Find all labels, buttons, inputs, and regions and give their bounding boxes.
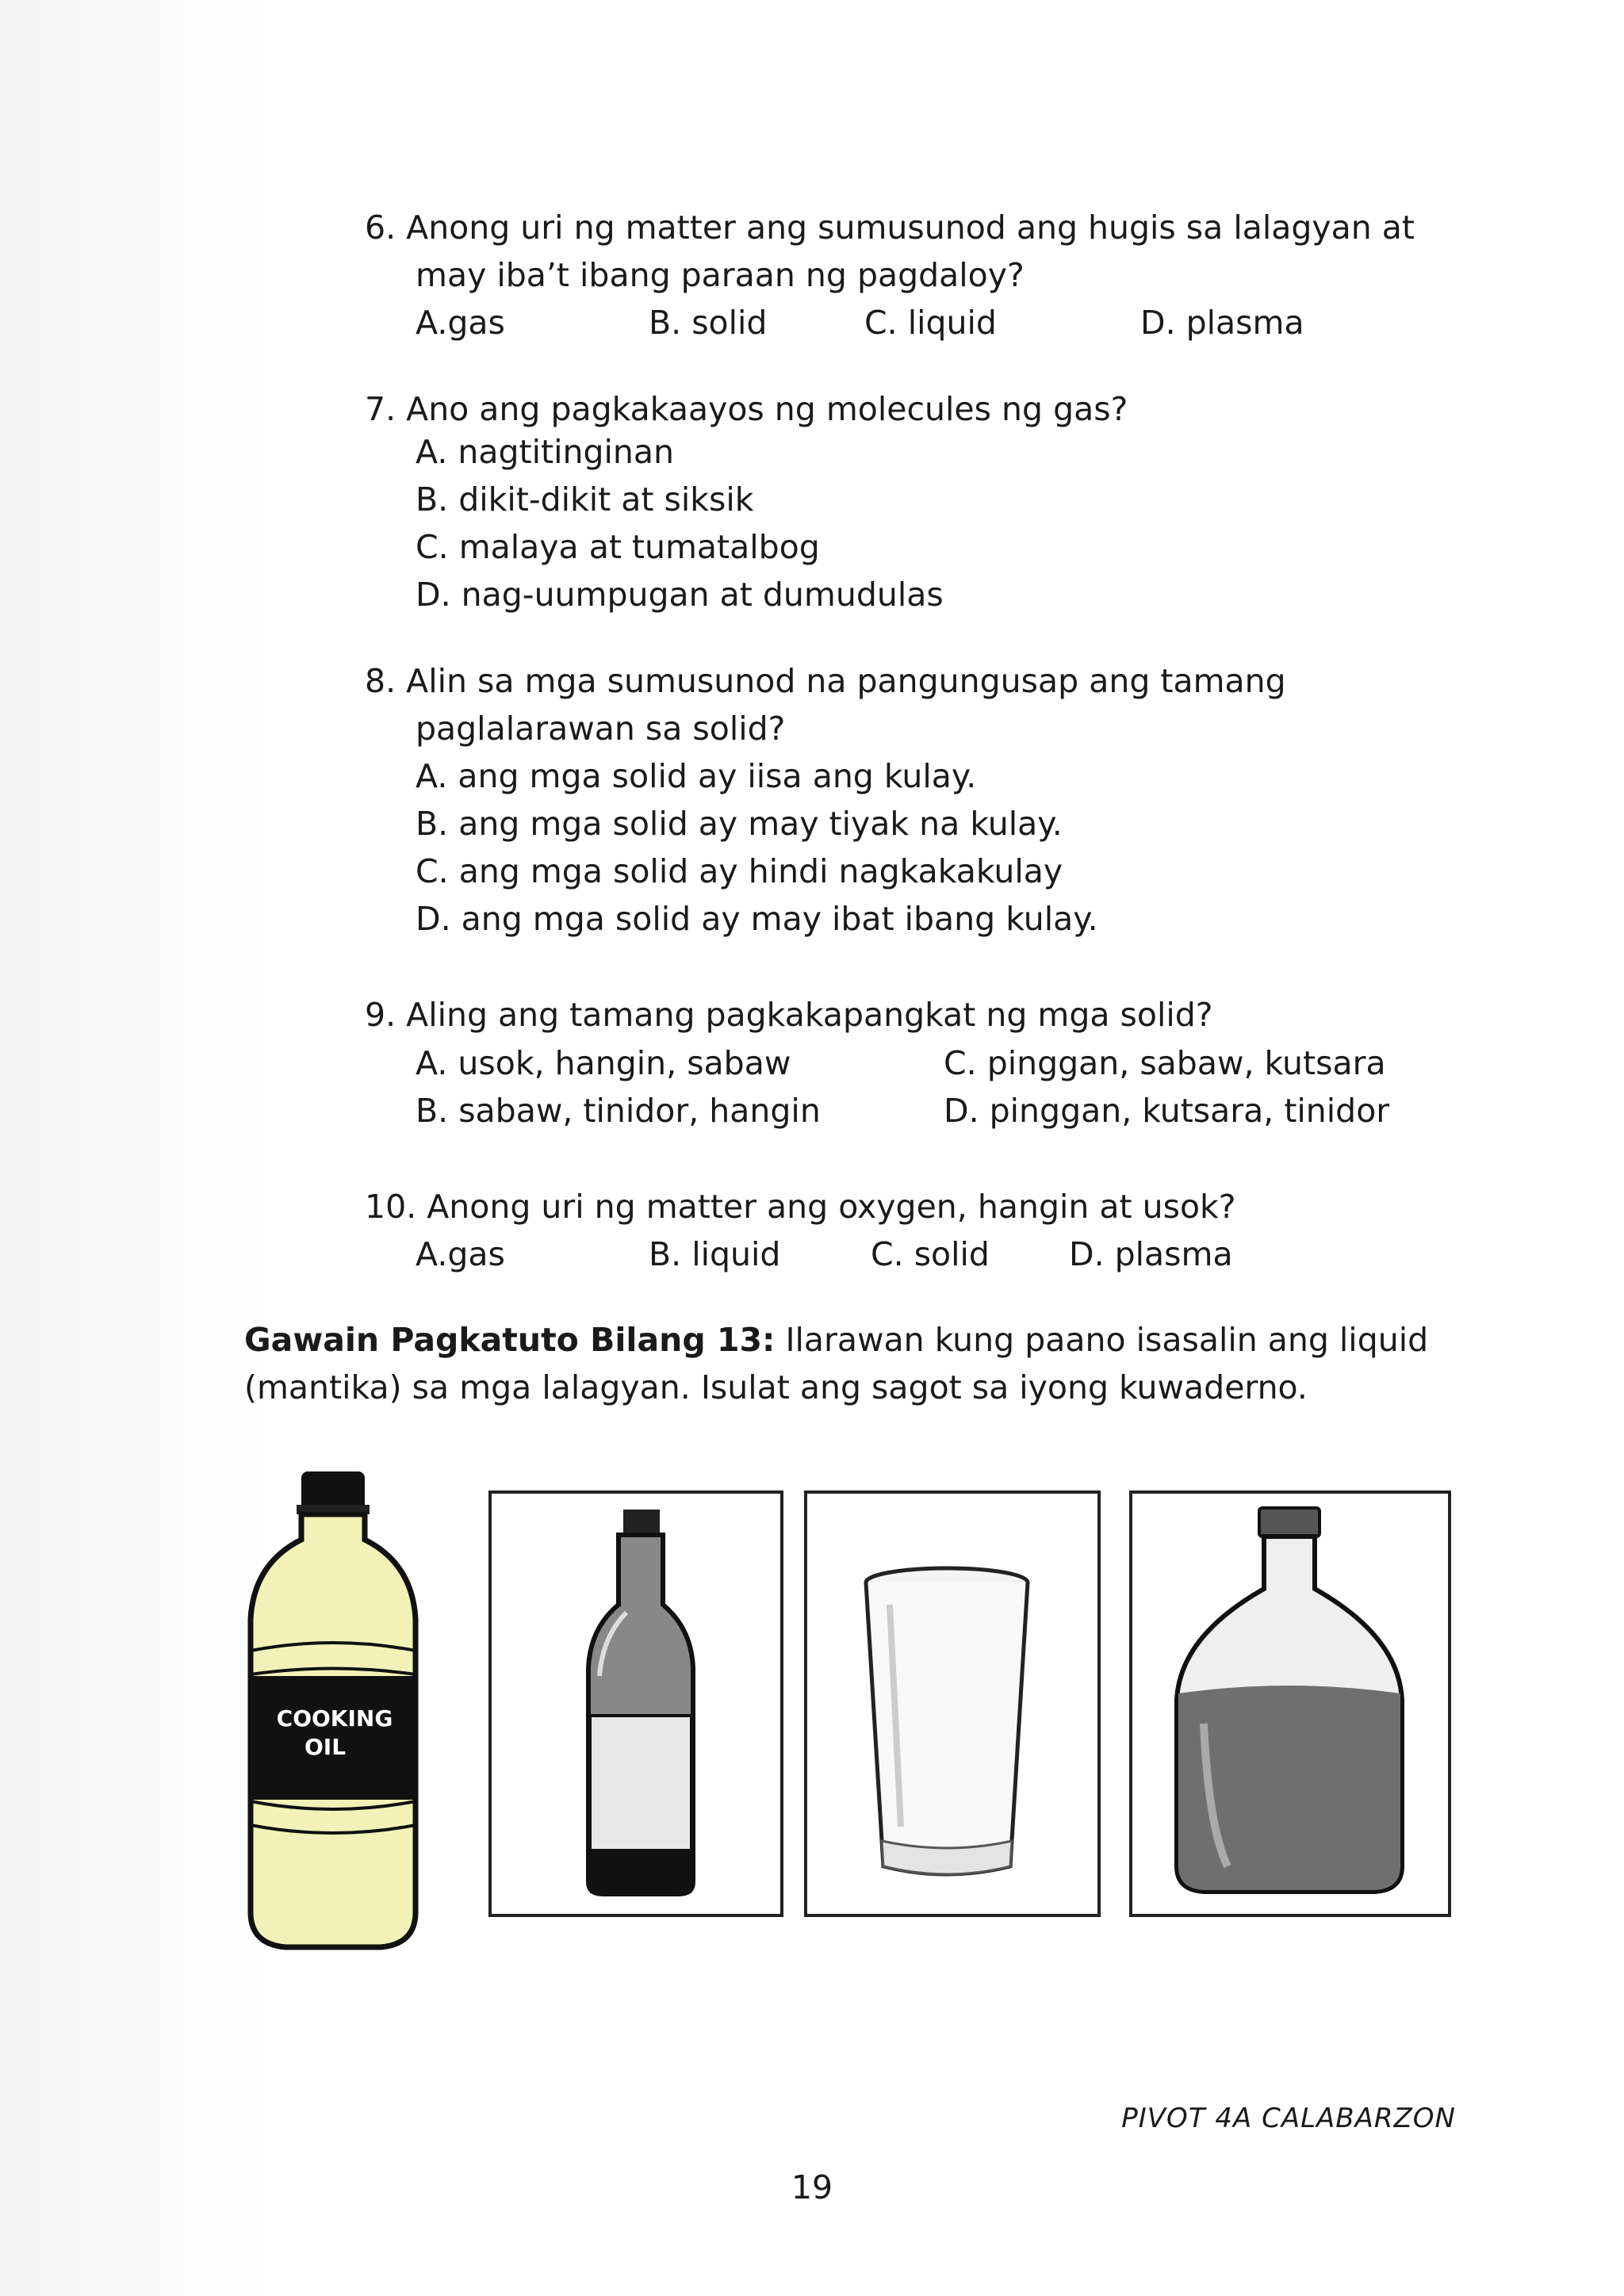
question-10-option-a: A.gas (416, 1235, 505, 1273)
question-8-option-a: A. ang mga solid ay iisa ang kulay. (416, 757, 977, 795)
question-6-option-d: D. plasma (1140, 304, 1304, 342)
question-7-stem: 7. Ano ang pagkakaayos ng molecules ng gas? (365, 390, 1128, 428)
page-edge-shade (0, 0, 270, 2296)
cooking-oil-bottle-icon (238, 1468, 428, 1952)
question-9-option-b: B. sabaw, tinidor, hangin (416, 1092, 821, 1130)
container-frame-glass (804, 1490, 1101, 1917)
question-8-line2: paglalarawan sa solid? (416, 710, 786, 748)
footer-label: PIVOT 4A CALABARZON (1121, 2103, 1456, 2134)
glass-icon (807, 1494, 1097, 1914)
flask-jar-icon (1132, 1494, 1448, 1914)
activity-text-line2: (mantika) sa mga lalagyan. Isulat ang sagot sa iyong kuwaderno. (244, 1368, 1308, 1406)
question-9-stem: 9. Aling ang tamang pagkakapangkat ng mga solid? (365, 996, 1213, 1034)
question-10-option-d: D. plasma (1069, 1235, 1233, 1273)
question-8-stem (365, 657, 1423, 752)
activity-title: Gawain Pagkatuto Bilang 13: (244, 1321, 776, 1359)
question-10-stem: 10. Anong uri ng matter ang oxygen, hangin at usok? (365, 1188, 1236, 1226)
question-8-option-b: B. ang mga solid ay may tiyak na kulay. (416, 805, 1063, 843)
question-6-option-a: A.gas (416, 304, 505, 342)
container-frame-bottle (488, 1490, 783, 1917)
activity-text-line1: Ilarawan kung paano isasalin ang liquid (775, 1321, 1429, 1359)
question-7-option-a: A. nagtitinginan (416, 433, 674, 471)
question-6-line2: may iba’t ibang paraan ng pagdaloy? (416, 256, 1025, 294)
question-7-option-d: D. nag-uumpugan at dumudulas (416, 576, 944, 614)
activity-instructions (244, 1316, 1434, 1411)
question-6-option-c: C. liquid (864, 304, 997, 342)
question-7-option-b: B. dikit-dikit at siksik (416, 480, 754, 519)
question-6-stem (365, 204, 1423, 299)
question-10-option-c: C. solid (871, 1235, 990, 1273)
question-7-option-c: C. malaya at tumatalbog (416, 528, 820, 566)
question-6-line1: 6. Anong uri ng matter ang sumusunod ang hugis sa lalagyan at (365, 209, 1415, 247)
question-8-option-d: D. ang mga solid ay may ibat ibang kulay. (416, 900, 1098, 938)
question-6-option-b: B. solid (649, 304, 768, 342)
question-9-option-d: D. pinggan, kutsara, tinidor (944, 1092, 1390, 1130)
bottle-label-line2: OIL (304, 1734, 347, 1760)
question-9-option-a: A. usok, hangin, sabaw (416, 1044, 791, 1082)
bottle-icon (492, 1494, 780, 1914)
page-number: 19 (791, 2168, 833, 2206)
question-8-option-c: C. ang mga solid ay hindi nagkakakulay (416, 852, 1063, 890)
question-9-option-c: C. pinggan, sabaw, kutsara (944, 1044, 1386, 1082)
bottle-label-line1: COOKING (276, 1705, 393, 1732)
container-frame-jar (1129, 1490, 1451, 1917)
question-10-option-b: B. liquid (649, 1235, 781, 1273)
question-8-line1: 8. Alin sa mga sumusunod na pangungusap ang tamang (365, 662, 1286, 700)
